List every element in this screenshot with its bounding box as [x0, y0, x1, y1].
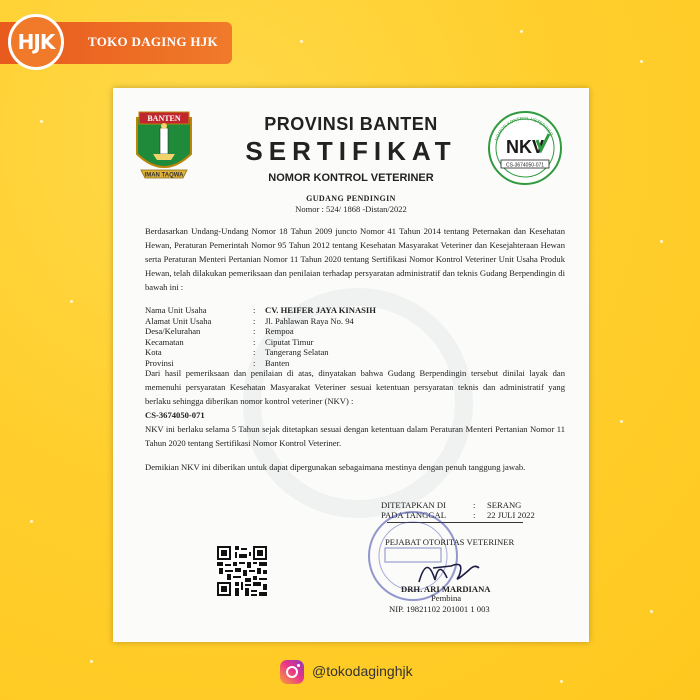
issued-at-label: DITETAPKAN DI [381, 500, 446, 510]
certificate-document [113, 88, 589, 642]
certificate-subtitle: NOMOR KONTROL VETERINER [268, 172, 434, 184]
issued-at-value: SERANG [487, 500, 522, 510]
instagram-handle[interactable]: @tokodaginghjk [312, 663, 413, 679]
qr-code-icon [217, 546, 267, 596]
signer-nip: NIP. 19821102 201001 1 003 [389, 604, 490, 614]
nkv-number: CS-3674050-071 [145, 410, 205, 420]
signer-rank: Pembina [431, 593, 462, 603]
detail-row: Nama Unit Usaha : CV. HEIFER JAYA KINASIH [145, 305, 376, 315]
detail-row: Kota : Tangerang Selatan [145, 347, 329, 357]
nkv-logo-code: CS-3674050-071 [505, 162, 545, 169]
nkv-logo-ring-text: NOMOR KONTROL VETERINER [494, 115, 554, 142]
detail-row: Kecamatan : Ciputat Timur [145, 336, 314, 347]
brand-logo-text: HJK [17, 30, 55, 54]
intro-paragraph: Berdasarkan Undang-Undang Nomor 18 Tahun 2009 juncto Nomor 41 Tahun 2014 tentang Peternakan dan Kesehatan Hewan, Peraturan Pemerintah Nomor 95 Tahun 2012 tentang Kesehatan Masyarakat Veteriner dan Kesejahteraan Hewan serta Peraturan Menteri Pertanian Nomor 11 Tahun 2020 tentang Sertifikasi Nomor Kontrol Veteriner Unit Usaha Produk Hewan, telah dilakukan pemeriksaan dan penilaian terhadap persyaratan administratif dan teknis Gudang Berpendingin di bawah ini : [145, 226, 565, 292]
validity-paragraph: NKV ini berlaku selama 5 Tahun sejak ditetapkan sesuai dengan ketentuan dalam Peraturan Menteri Pertanian Nomor 11 Tahun 2020 tentang Sertifikasi Nomor Kontrol Veteriner. [145, 424, 565, 448]
closing-paragraph: Demikian NKV ini diberikan untuk dapat dipergunakan sebagaimana mestinya dengan penuh tanggung jawab. [145, 462, 526, 472]
issued-date-value: 22 JULI 2022 [487, 510, 535, 520]
official-title: PEJABAT OTORITAS VETERINER [385, 537, 515, 547]
detail-row: Desa/Kelurahan : Rempoa [145, 326, 294, 336]
detail-row: Provinsi : Banten [145, 357, 290, 368]
nkv-logo-label: NKV [505, 137, 545, 157]
issued-date-label: PADA TANGGAL [381, 510, 446, 520]
business-details [145, 305, 525, 368]
signer-name: DRH. ARI MARDIANA [401, 584, 491, 594]
brand-logo [8, 14, 64, 70]
issuance-details: DITETAPKAN DI : SERANG PADA TANGGAL : 22 JULI 2022 [381, 500, 535, 520]
instagram-icon[interactable] [280, 660, 304, 684]
certificate-category: GUDANG PENDINGIN [306, 194, 396, 203]
province-heading: PROVINSI BANTEN [264, 114, 438, 134]
crest-bottom-text: IMAN TAQWA [144, 172, 184, 179]
crest-top-text: BANTEN [147, 114, 181, 123]
certificate-title: SERTIFIKAT [245, 136, 457, 166]
detail-row: Alamat Unit Usaha : Jl. Pahlawan Raya No. 94 [145, 315, 354, 326]
result-paragraph: Dari hasil pemeriksaan dan penilaian di atas, dinyatakan bahwa Gudang Berpendingin tersebut dinilai layak dan memenuhi persyaratan Kesehatan Masyarakat Veteriner sesuai ketentuan persyaratan teknis dan administratif yang berlaku sehingga diberikan nomor kontrol veteriner (NKV) : [145, 368, 565, 406]
brand-name: TOKO DAGING HJK [88, 34, 218, 49]
certificate-number: Nomor : 524/ 1868 -Distan/2022 [295, 204, 407, 214]
